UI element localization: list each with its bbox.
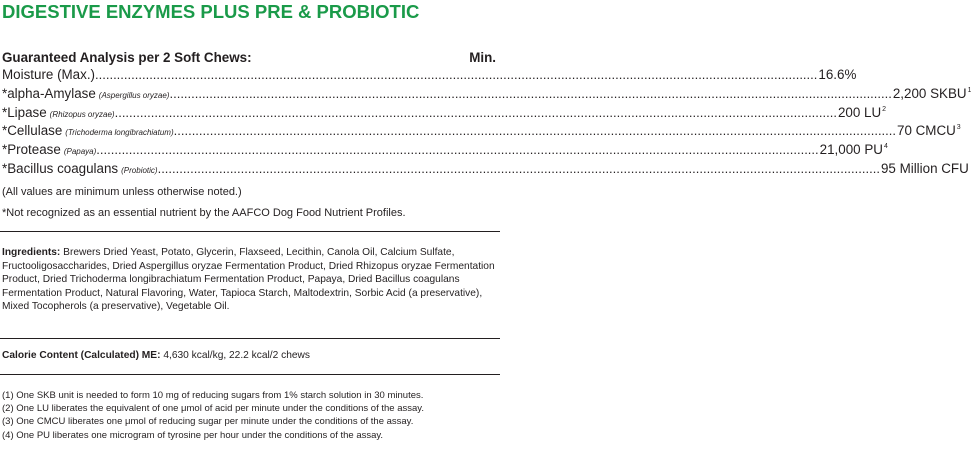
minimum-values-note: (All values are minimum unless otherwise noted.) — [2, 186, 242, 198]
leader-dots: ........................................................................................................................................................................................................ — [95, 67, 818, 82]
leader-dots: ........................................................................................................................................................................................................ — [114, 104, 837, 120]
footnote-marker: 4 — [883, 143, 888, 151]
leader-dots: ........................................................................................................................................................................................................ — [96, 142, 819, 158]
analysis-row — [2, 67, 857, 86]
nutrient-amount: 21,000 PU — [819, 142, 883, 158]
nutrient-name: *Lipase — [2, 104, 47, 120]
page-title: DIGESTIVE ENZYMES PLUS PRE & PROBIOTIC — [2, 1, 420, 22]
analysis-row — [2, 160, 969, 180]
nutrient-value — [880, 161, 970, 176]
section-divider — [0, 231, 500, 232]
footnote-marker: 1 — [967, 86, 971, 94]
aafco-note: *Not recognized as an essential nutrient by the AAFCO Dog Food Nutrient Profiles. — [2, 207, 406, 219]
analysis-row — [2, 104, 887, 124]
section-divider — [0, 338, 500, 339]
nutrient-amount: 70 CMCU — [897, 123, 956, 139]
ingredients-text: Brewers Dried Yeast, Potato, Glycerin, Flaxseed, Lecithin, Canola Oil, Calcium Sulfate, Fructooligosaccharides, Dried Aspergillus oryzae Fermentation Product, Dried Rhizopus oryzae Fermentation Product, Dried Trichoderma longibrachiatum Fermentation Product, Papaya, Dried Bacillus coagulans Fermentation Product, Natural Flavoring, Water, Tapioca Starch, Maltodextrin, Sorbic Acid (a preservative), Mixed Tocopherols (a preservative), Vegetable Oil. — [2, 247, 495, 313]
guaranteed-analysis-heading: Guaranteed Analysis per 2 Soft Chews: — [2, 50, 252, 65]
section-divider — [0, 374, 500, 375]
nutrient-name: *alpha-Amylase — [2, 85, 96, 101]
nutrient-value — [896, 123, 961, 138]
nutrient-amount: 2,200 SKBU — [892, 85, 967, 101]
leader-dots: ........................................................................................................................................................................................................ — [169, 85, 892, 101]
footnotes — [2, 389, 500, 442]
nutrient-amount: 200 LU — [837, 104, 882, 120]
guaranteed-analysis-header — [2, 50, 496, 65]
footnote-3: (3) One CMCU liberates one μmol of reducing sugar per minute under the conditions of the assay. — [2, 416, 414, 428]
footnote-marker: 2 — [882, 105, 887, 113]
calorie-content — [2, 350, 310, 361]
calorie-label: Calorie Content (Calculated) ME: — [2, 350, 161, 361]
leader-dots: ........................................................................................................................................................................................................ — [157, 160, 880, 176]
leader-dots: ........................................................................................................................................................................................................ — [173, 123, 897, 139]
nutrient-source: (Aspergillus oryzae) — [98, 90, 170, 100]
nutrient-source: (Papaya) — [63, 147, 97, 157]
nutrient-source: (Trichoderma longibrachiatum) — [65, 128, 174, 138]
minimum-heading: Min. — [469, 50, 496, 65]
footnote-2: (2) One LU liberates the equivalent of one μmol of acid per minute under the conditions of the assay. — [2, 403, 424, 415]
ingredients-block — [2, 246, 498, 314]
nutrient-value — [837, 105, 886, 120]
analysis-row — [2, 142, 888, 161]
footnote-marker: 3 — [956, 124, 961, 132]
footnote-4: (4) One PU liberates one microgram of tyrosine per hour under the conditions of the assay. — [2, 429, 384, 441]
ingredients-label: Ingredients: — [2, 247, 61, 258]
nutrient-amount: 16.6% — [818, 67, 857, 82]
nutrient-name: Moisture (Max.) — [2, 67, 96, 82]
nutrient-name: *Bacillus coagulans — [2, 160, 119, 176]
nutrient-value — [817, 67, 857, 82]
calorie-value: 4,630 kcal/kg, 22.2 kcal/2 chews — [163, 350, 310, 361]
guaranteed-analysis-table — [2, 67, 971, 180]
analysis-row — [2, 85, 971, 105]
nutrient-amount: 95 Million CFU — [880, 160, 969, 176]
footnote-1: (1) One SKB unit is needed to form 10 mg of reducing sugars from 1% starch solution in 30 minutes. — [2, 390, 424, 401]
nutrient-name: *Cellulase — [2, 123, 63, 139]
nutrient-value — [892, 86, 971, 101]
nutrient-name: *Protease — [2, 142, 61, 158]
nutrient-value — [819, 142, 888, 157]
nutrient-source: (Rhizopus oryzae) — [49, 109, 115, 119]
nutrient-source: (Probiotic) — [121, 165, 158, 175]
analysis-row — [2, 123, 961, 142]
